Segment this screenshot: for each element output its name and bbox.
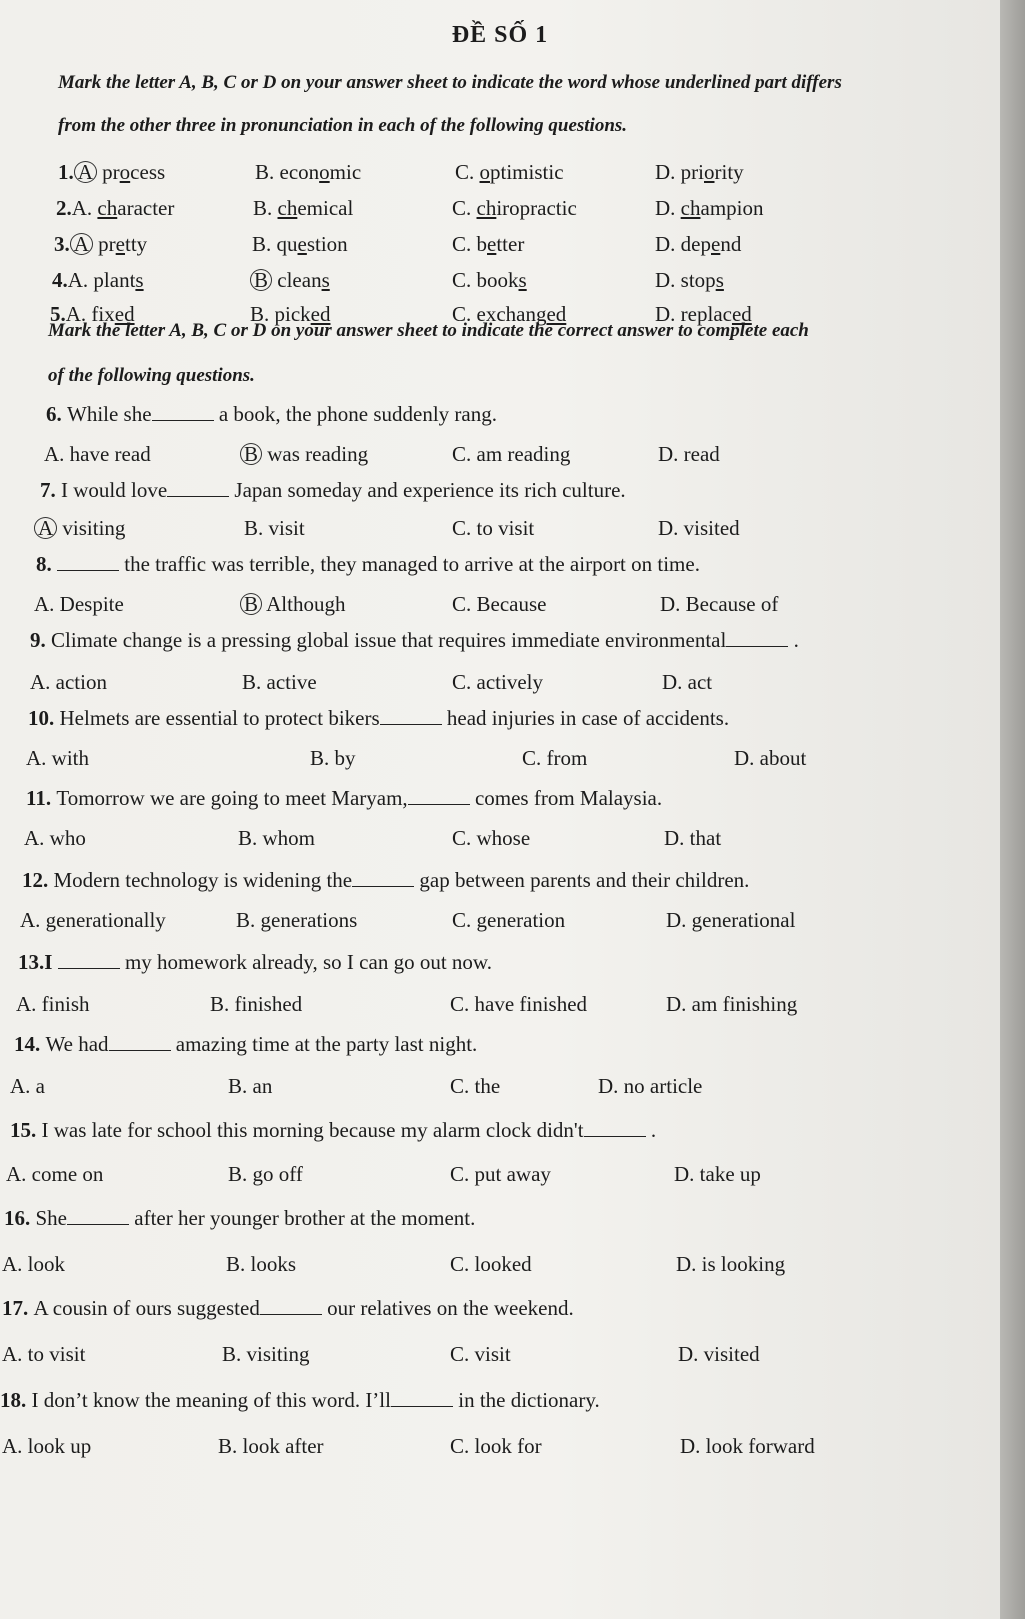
option-c: C. from [522, 746, 588, 770]
option-c: C. chiropractic [452, 196, 577, 220]
question-number: 1. [58, 160, 74, 184]
answer-blank [391, 1388, 453, 1407]
circled-answer-mark: B [240, 443, 262, 465]
option-b: B was reading [240, 442, 368, 467]
option-b: B. picked [250, 302, 331, 326]
option-b: B. look after [218, 1434, 324, 1458]
option-a: A. generationally [20, 908, 166, 932]
answer-blank [260, 1296, 322, 1315]
option-c: C. looked [450, 1252, 532, 1276]
option-a: 3. A pretty [54, 232, 148, 256]
question-number: 6. [46, 402, 67, 426]
question-stem: 18. I don’t know the meaning of this word. I’ll in the dictionary. [0, 1388, 600, 1412]
option-a: 5.A. fixed [50, 302, 135, 326]
option-b: B. an [228, 1074, 273, 1098]
option-c: C. optimistic [455, 160, 564, 184]
answer-options [0, 826, 980, 856]
option-a: 1. A process [58, 160, 166, 184]
question-stem: 15. I was late for school this morning because my alarm clock didn't . [10, 1118, 657, 1142]
pronunciation-row [0, 160, 980, 190]
question-number: 15. [10, 1118, 42, 1142]
answer-options [0, 670, 980, 700]
option-d: D. look forward [680, 1434, 815, 1458]
option-d: D. champion [655, 196, 764, 220]
page-title: ĐỀ SỐ 1 [451, 22, 549, 48]
answer-options [0, 592, 980, 622]
option-c: C. have finished [450, 992, 588, 1016]
option-d: D. act [662, 670, 713, 694]
answer-options [0, 1252, 980, 1282]
question-stem: 12. Modern technology is widening the gap between parents and their children. [22, 868, 750, 892]
circled-answer-mark: B [240, 593, 262, 615]
page-edge-shadow [1000, 0, 1025, 1619]
answer-options [0, 746, 980, 776]
option-c: C. visit [450, 1342, 511, 1366]
question-number: 5. [50, 302, 66, 326]
option-a: A visiting [34, 516, 125, 541]
answer-blank [408, 786, 470, 805]
option-b: B. visiting [222, 1342, 310, 1366]
question-stem: 10. Helmets are essential to protect bikers head injuries in case of accidents. [28, 706, 730, 730]
option-b: B. go off [228, 1162, 303, 1186]
question-number: 13.I [18, 950, 58, 974]
option-d: D. take up [674, 1162, 761, 1186]
option-d: D. about [734, 746, 807, 770]
question-number: 9. [30, 628, 51, 652]
answer-blank [58, 950, 120, 969]
question-stem: 6. While she a book, the phone suddenly rang. [46, 402, 498, 426]
option-b: B. chemical [253, 196, 354, 220]
option-a: A. to visit [2, 1342, 86, 1366]
option-b: B. economic [255, 160, 362, 184]
option-b: B. question [252, 232, 348, 256]
question-number: 4. [52, 268, 68, 292]
question-number: 12. [22, 868, 54, 892]
option-b: B. active [242, 670, 317, 694]
answer-options [0, 1342, 980, 1372]
answer-options [0, 1074, 980, 1104]
answer-options [0, 992, 980, 1022]
circled-answer-mark: A [34, 517, 57, 539]
option-c: C. books [452, 268, 527, 292]
option-a: A. look [2, 1252, 65, 1276]
answer-options [0, 1162, 980, 1192]
option-c: C. to visit [452, 516, 535, 540]
option-d: D. stops [655, 268, 724, 292]
option-b: B cleans [250, 268, 330, 293]
option-c: C. the [450, 1074, 501, 1098]
question-stem: 14. We had amazing time at the party last night. [14, 1032, 478, 1056]
option-a: A. look up [2, 1434, 92, 1458]
option-a: A. a [10, 1074, 45, 1098]
option-d: D. replaced [655, 302, 752, 326]
instruction-1-line-2: from the other three in pronunciation in each of the following questions. [58, 115, 628, 136]
option-d: D. visited [678, 1342, 760, 1366]
question-number: 3. [54, 232, 70, 256]
question-stem: 13.I my homework already, so I can go out now. [18, 950, 492, 974]
answer-blank [109, 1032, 171, 1051]
option-b: B. by [310, 746, 356, 770]
option-c: C. whose [452, 826, 531, 850]
option-d: D. am finishing [666, 992, 798, 1016]
question-stem: 8. the traffic was terrible, they managed to arrive at the airport on time. [36, 552, 700, 576]
option-d: D. generational [666, 908, 796, 932]
question-stem: 7. I would love Japan someday and experience its rich culture. [40, 478, 626, 502]
option-a: A. have read [44, 442, 151, 466]
option-d: D. Because of [660, 592, 779, 616]
option-d: D. that [664, 826, 722, 850]
option-c: C. put away [450, 1162, 551, 1186]
circled-answer-mark: A [70, 233, 93, 255]
answer-blank [67, 1206, 129, 1225]
answer-blank [352, 868, 414, 887]
option-a: 4.A. plants [52, 268, 144, 292]
question-stem: 17. A cousin of ours suggested our relatives on the weekend. [2, 1296, 574, 1320]
answer-blank [152, 402, 214, 421]
option-c: C. exchanged [452, 302, 567, 326]
option-c: C. generation [452, 908, 566, 932]
instruction-2-line-2: of the following questions. [48, 365, 255, 386]
circled-answer-mark: A [74, 161, 97, 183]
option-d: D. priority [655, 160, 744, 184]
circled-answer-mark: B [250, 269, 272, 291]
option-d: D. read [658, 442, 720, 466]
question-number: 2. [56, 196, 72, 220]
answer-blank [584, 1118, 646, 1137]
answer-blank [167, 478, 229, 497]
option-a: A. finish [16, 992, 90, 1016]
question-number: 17. [2, 1296, 34, 1320]
option-b: B. looks [226, 1252, 297, 1276]
answer-options [0, 442, 980, 472]
question-stem: 11. Tomorrow we are going to meet Maryam, comes from Malaysia. [26, 786, 663, 810]
answer-options [0, 516, 980, 546]
question-number: 11. [26, 786, 57, 810]
question-number: 7. [40, 478, 61, 502]
option-a: A. action [30, 670, 107, 694]
question-number: 10. [28, 706, 60, 730]
answer-blank [726, 628, 788, 647]
question-number: 16. [4, 1206, 36, 1230]
question-stem: 9. Climate change is a pressing global issue that requires immediate environmental . [30, 628, 799, 652]
question-stem: 16. She after her younger brother at the moment. [4, 1206, 476, 1230]
question-number: 14. [14, 1032, 46, 1056]
answer-options [0, 1434, 980, 1464]
option-d: D. depend [655, 232, 742, 256]
answer-blank [57, 552, 119, 571]
option-a: A. come on [6, 1162, 104, 1186]
option-c: C. actively [452, 670, 543, 694]
instruction-1-line-1: Mark the letter A, B, C or D on your answer sheet to indicate the word whose underlined part differs [58, 72, 842, 93]
option-d: D. is looking [676, 1252, 786, 1276]
pronunciation-row [0, 196, 980, 226]
instruction-2-line-1: Mark the letter A, B, C or D on your answer sheet to indicate the correct answer to complete each [48, 320, 809, 341]
option-a: 2.A. character [56, 196, 175, 220]
option-c: C. look for [450, 1434, 542, 1458]
option-b: B. finished [210, 992, 303, 1016]
option-d: D. no article [598, 1074, 703, 1098]
option-c: C. Because [452, 592, 547, 616]
option-b: B. visit [244, 516, 305, 540]
question-number: 8. [36, 552, 57, 576]
question-number: 18. [0, 1388, 32, 1412]
option-c: C. am reading [452, 442, 571, 466]
answer-options [0, 908, 980, 938]
answer-blank [380, 706, 442, 725]
option-b: B. generations [236, 908, 358, 932]
option-b: B. whom [238, 826, 316, 850]
option-a: A. Despite [34, 592, 124, 616]
option-c: C. better [452, 232, 525, 256]
option-a: A. with [26, 746, 89, 770]
pronunciation-row [0, 268, 980, 298]
option-d: D. visited [658, 516, 740, 540]
pronunciation-row [0, 232, 980, 262]
option-b: B Although [240, 592, 345, 617]
option-a: A. who [24, 826, 86, 850]
